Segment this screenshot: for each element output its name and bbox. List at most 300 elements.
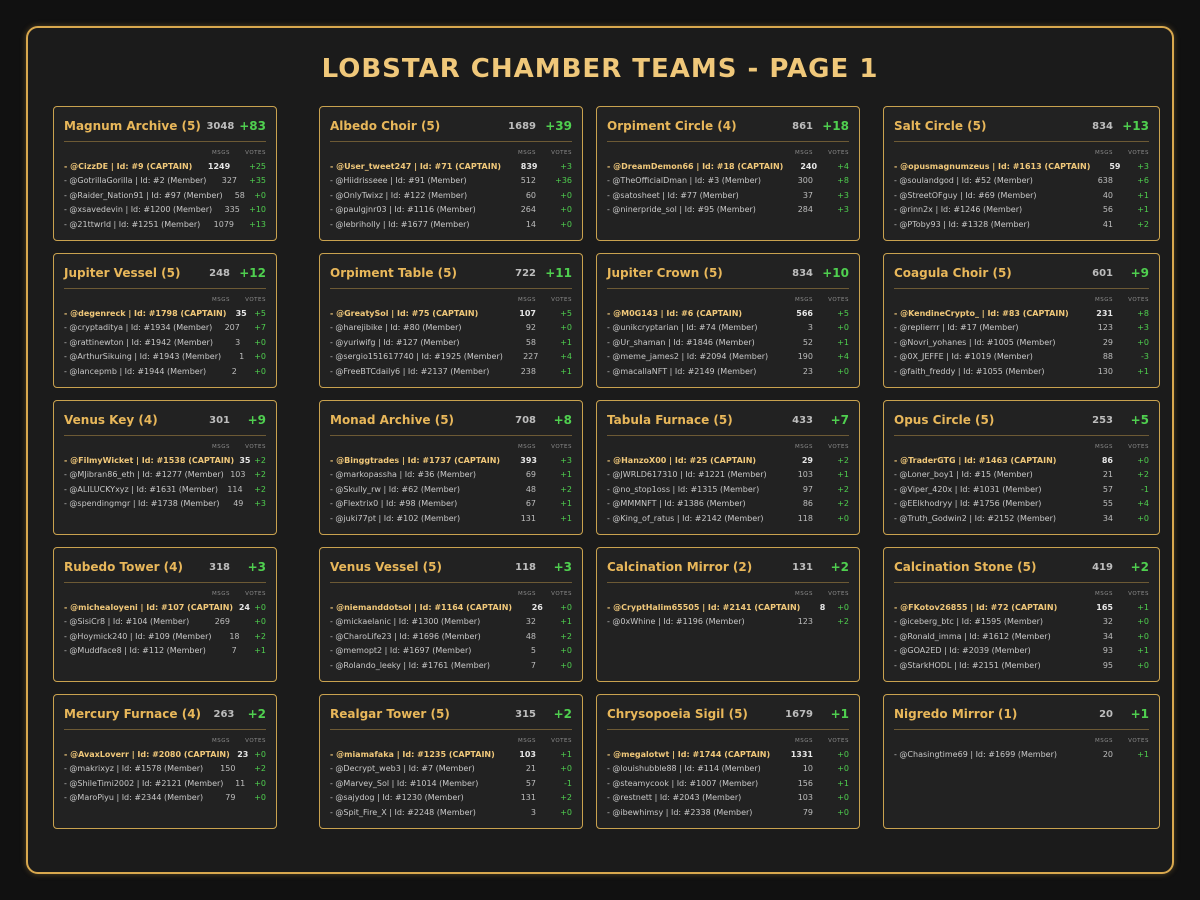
member-votes: +1 [1137,205,1149,215]
member-row [64,615,266,630]
member-row [894,747,1149,762]
team-votes-total: +13 [1122,119,1149,133]
member-msgs: 393 [520,455,537,465]
member-label: - @yuriwifg | Id: #127 (Member) [330,337,460,347]
member-row [330,805,572,820]
team-votes-total: +11 [545,266,572,280]
team-card [53,106,277,241]
member-row [607,335,849,350]
member-msgs: 103 [519,749,536,759]
team-header [894,409,1149,436]
member-votes: +3 [837,190,849,200]
member-votes: +7 [254,323,266,333]
member-row [64,629,266,644]
member-label: - @rattinewton | Id: #1942 (Member) [64,337,213,347]
captain-row [330,159,572,174]
member-label: - @faith_freddy | Id: #1055 (Member) [894,366,1045,376]
member-msgs: 59 [1109,161,1121,171]
team-card [319,106,583,241]
member-msgs: 566 [796,308,813,318]
member-label: - @Novri_yohanes | Id: #1005 (Member) [894,337,1056,347]
member-votes: +1 [560,470,572,480]
team-header [64,262,266,289]
member-label: - @GreatySol | Id: #75 (CAPTAIN) [330,308,479,318]
member-row [894,644,1149,659]
captain-row [894,600,1149,615]
msgs-column-header: MSGS [1095,738,1113,744]
member-votes: +3 [254,499,266,509]
team-card [596,253,860,388]
member-votes: +0 [254,190,266,200]
member-list [894,600,1149,673]
member-list [64,747,266,805]
member-row [330,188,572,203]
member-row [894,511,1149,526]
member-label: - @Muddface8 | Id: #112 (Member) [64,646,206,656]
member-row [607,615,849,630]
member-list [894,159,1149,232]
member-label: - @michealoyeni | Id: #107 (CAPTAIN) [64,602,234,612]
member-list [894,747,1149,762]
member-row [894,217,1149,232]
member-row [607,776,849,791]
member-msgs: 7 [530,660,536,670]
member-votes: +2 [254,764,266,774]
member-row [894,629,1149,644]
member-label: - @satosheet | Id: #77 (Member) [607,190,739,200]
msgs-column-header: MSGS [518,150,536,156]
member-label: - @meme_james2 | Id: #2094 (Member) [607,352,769,362]
msgs-column-header: MSGS [1095,444,1113,450]
member-label: - @User_tweet247 | Id: #71 (CAPTAIN) [330,161,502,171]
votes-column-header: VOTES [245,444,266,450]
column-headers [330,583,572,597]
member-votes: +2 [254,470,266,480]
member-label: - @GotrillaGorilla | Id: #2 (Member) [64,176,207,186]
column-headers [607,142,849,156]
member-msgs: 20 [1102,749,1113,759]
member-votes: +1 [560,499,572,509]
member-row [330,217,572,232]
member-label: - @Flextrix0 | Id: #98 (Member) [330,499,458,509]
member-votes: -1 [1141,484,1149,494]
member-msgs: 69 [525,470,536,480]
captain-row [607,453,849,468]
msgs-column-header: MSGS [518,738,536,744]
member-votes: +5 [837,308,849,318]
captain-row [607,747,849,762]
member-votes: +0 [254,366,266,376]
member-msgs: 57 [525,778,536,788]
captain-row [330,306,572,321]
msgs-column-header: MSGS [795,591,813,597]
team-votes-total: +2 [1130,560,1149,574]
member-label: - @ninerpride_sol | Id: #95 (Member) [607,205,756,215]
team-header [894,703,1149,730]
member-votes: +1 [1137,366,1149,376]
member-msgs: 231 [1096,308,1113,318]
votes-column-header: VOTES [245,591,266,597]
member-label: - @ShileTimi2002 | Id: #2121 (Member) [64,778,224,788]
member-label: - @steamycook | Id: #1007 (Member) [607,778,759,788]
member-msgs: 207 [224,323,240,333]
member-row [607,468,849,483]
member-row [894,615,1149,630]
member-label: - @CizzDE | Id: #9 (CAPTAIN) [64,161,193,171]
team-header [330,262,572,289]
member-list [330,159,572,232]
captain-row [64,306,266,321]
member-label: - @sergio151617740 | Id: #1925 (Member) [330,352,503,362]
member-msgs: 1 [239,352,245,362]
member-votes: +0 [560,190,572,200]
team-header [894,262,1149,289]
team-msgs-total: 118 [515,561,536,573]
member-msgs: 60 [525,190,536,200]
member-label: - @King_of_ratus | Id: #2142 (Member) [607,513,764,523]
column-headers [330,289,572,303]
member-list [330,600,572,673]
member-votes: +1 [837,337,849,347]
team-name: Venus Vessel (5) [330,560,442,574]
member-msgs: 3 [235,337,241,347]
msgs-column-header: MSGS [212,297,230,303]
member-label: - @makrixyz | Id: #1578 (Member) [64,764,204,774]
member-label: - @JWRLD617310 | Id: #1221 (Member) [607,470,767,480]
member-msgs: 23 [237,749,249,759]
votes-column-header: VOTES [828,738,849,744]
member-msgs: 327 [221,176,238,186]
member-label: - @unikcryptarian | Id: #74 (Member) [607,323,758,333]
member-list [607,453,849,526]
member-row [330,511,572,526]
msgs-column-header: MSGS [518,444,536,450]
msgs-column-header: MSGS [1095,150,1113,156]
msgs-column-header: MSGS [212,444,230,450]
column-headers [894,142,1149,156]
member-votes: +0 [1137,513,1149,523]
member-row [64,350,266,365]
page-title: LOBSTAR CHAMBER TEAMS - PAGE 1 [321,54,879,84]
member-votes: +5 [560,308,572,318]
team-card [319,547,583,682]
member-votes: +1 [560,617,572,627]
member-votes: +0 [254,749,266,759]
member-msgs: 58 [525,337,536,347]
team-msgs-total: 861 [792,120,813,132]
team-votes-total: +9 [1130,266,1149,280]
captain-row [330,600,572,615]
team-name: Magnum Archive (5) [64,119,201,133]
member-votes: +2 [560,631,572,641]
member-row [607,350,849,365]
team-header [330,556,572,583]
member-list [64,306,266,379]
member-label: - @0xWhine | Id: #1196 (Member) [607,617,745,627]
team-msgs-total: 263 [213,708,235,720]
team-votes-total: +12 [239,266,266,280]
votes-column-header: VOTES [1128,444,1149,450]
member-votes: +1 [560,337,572,347]
member-label: - @MJibran86_eth | Id: #1277 (Member) [64,470,224,480]
member-label: - @Rolando_leeky | Id: #1761 (Member) [330,660,491,670]
member-row [330,321,572,336]
team-name: Mercury Furnace (4) [64,707,202,721]
member-votes: +8 [837,176,849,186]
member-msgs: 34 [1102,631,1113,641]
member-votes: +0 [560,660,572,670]
member-msgs: 97 [802,484,813,494]
member-list [330,747,572,820]
member-msgs: 41 [1102,219,1113,229]
member-votes: +2 [1137,470,1149,480]
member-votes: +0 [1137,617,1149,627]
team-msgs-total: 301 [209,414,230,426]
member-label: - @HanzoX00 | Id: #25 (CAPTAIN) [607,455,757,465]
member-votes: +0 [560,602,572,612]
member-msgs: 26 [531,602,543,612]
member-row [64,644,266,659]
team-msgs-total: 433 [792,414,813,426]
member-msgs: 48 [525,484,536,494]
member-row [64,364,266,379]
member-votes: +2 [1137,219,1149,229]
member-row [64,791,266,806]
member-msgs: 5 [530,646,536,656]
member-label: - @rinn2x | Id: #1246 (Member) [894,205,1023,215]
member-msgs: 48 [525,631,536,641]
captain-row [894,306,1149,321]
member-label: - @soulandgod | Id: #52 (Member) [894,176,1033,186]
member-msgs: 88 [1102,352,1113,362]
member-label: - @lancepmb | Id: #1944 (Member) [64,366,207,376]
member-label: - @AvaxLoverr | Id: #2080 (CAPTAIN) [64,749,230,759]
member-msgs: 35 [235,308,247,318]
team-name: Salt Circle (5) [894,119,987,133]
member-row [330,482,572,497]
member-votes: +0 [837,749,849,759]
member-label: - @harejibike | Id: #80 (Member) [330,323,462,333]
member-label: - @louishubble88 | Id: #114 (Member) [607,764,761,774]
member-votes: +2 [837,617,849,627]
member-msgs: 18 [229,631,240,641]
team-card [319,694,583,829]
member-votes: +1 [837,470,849,480]
member-label: - @ibewhimsy | Id: #2338 (Member) [607,807,753,817]
member-votes: +2 [837,455,849,465]
member-msgs: 14 [525,219,536,229]
team-card [883,400,1160,535]
member-msgs: 92 [525,323,536,333]
column-headers [607,436,849,450]
member-label: - @mickaelanic | Id: #1300 (Member) [330,617,481,627]
member-row [330,203,572,218]
team-votes-total: +3 [553,560,572,574]
member-list [330,306,572,379]
member-label: - @FKotov26855 | Id: #72 (CAPTAIN) [894,602,1058,612]
member-label: - @ALILUCKYxyz | Id: #1631 (Member) [64,484,218,494]
team-header [607,556,849,583]
member-votes: +0 [560,764,572,774]
member-votes: +0 [1137,455,1149,465]
member-votes: +1 [560,749,572,759]
team-name: Jupiter Vessel (5) [64,266,181,280]
team-card [319,253,583,388]
member-votes: +2 [254,484,266,494]
member-votes: +3 [1137,161,1149,171]
member-label: - @miamafaka | Id: #1235 (CAPTAIN) [330,749,495,759]
member-row [330,350,572,365]
member-votes: +0 [560,219,572,229]
member-label: - @TraderGTG | Id: #1463 (CAPTAIN) [894,455,1057,465]
team-card [596,106,860,241]
member-msgs: 32 [525,617,536,627]
member-votes: +0 [254,778,266,788]
team-header [330,115,572,142]
member-label: - @StarkHODL | Id: #2151 (Member) [894,660,1041,670]
member-votes: +0 [560,323,572,333]
member-msgs: 86 [802,499,813,509]
msgs-column-header: MSGS [1095,297,1113,303]
member-row [330,762,572,777]
member-row [607,188,849,203]
member-label: - @CryptHalim65505 | Id: #2141 (CAPTAIN) [607,602,801,612]
member-msgs: 103 [797,470,813,480]
member-msgs: 55 [1102,499,1113,509]
member-votes: -1 [564,778,572,788]
team-card [53,547,277,682]
member-label: - @Decrypt_web3 | Id: #7 (Member) [330,764,475,774]
team-header [330,703,572,730]
member-row [607,364,849,379]
member-row [330,615,572,630]
member-list [330,453,572,526]
member-votes: +1 [254,646,266,656]
member-msgs: 21 [525,764,536,774]
member-label: - @TheOfficialDman | Id: #3 (Member) [607,176,761,186]
member-msgs: 190 [797,352,813,362]
team-msgs-total: 315 [515,708,536,720]
member-list [64,453,266,511]
msgs-column-header: MSGS [518,591,536,597]
member-msgs: 79 [802,807,813,817]
member-row [64,762,266,777]
member-label: - @opusmagnumzeus | Id: #1613 (CAPTAIN) [894,161,1091,171]
member-msgs: 10 [802,764,813,774]
team-header [894,556,1149,583]
team-card [883,694,1160,829]
member-label: - @M0G143 | Id: #6 (CAPTAIN) [607,308,743,318]
member-votes: +1 [1137,602,1149,612]
team-name: Nigredo Mirror (1) [894,707,1018,721]
member-list [64,159,266,232]
team-name: Orpiment Circle (4) [607,119,737,133]
msgs-column-header: MSGS [795,297,813,303]
member-row [607,805,849,820]
member-row [64,188,266,203]
member-list [894,306,1149,379]
member-votes: +2 [837,499,849,509]
member-msgs: 86 [1101,455,1113,465]
member-label: - @MMMNFT | Id: #1386 (Member) [607,499,746,509]
team-header [894,115,1149,142]
member-msgs: 1331 [790,749,813,759]
team-msgs-total: 253 [1092,414,1113,426]
member-votes: +2 [837,484,849,494]
team-header [64,115,266,142]
member-label: - @Hoymick240 | Id: #109 (Member) [64,631,212,641]
team-votes-total: +3 [247,560,266,574]
team-name: Chrysopoeia Sigil (5) [607,707,748,721]
team-votes-total: +2 [247,707,266,721]
team-votes-total: +18 [822,119,849,133]
member-msgs: 107 [519,308,536,318]
member-row [330,174,572,189]
member-label: - @markopassha | Id: #36 (Member) [330,470,476,480]
team-msgs-total: 3048 [206,120,235,132]
member-list [607,306,849,379]
team-card [596,694,860,829]
team-msgs-total: 131 [792,561,813,573]
team-name: Coagula Choir (5) [894,266,1012,280]
member-row [330,468,572,483]
column-headers [894,730,1149,744]
team-card [883,106,1160,241]
votes-column-header: VOTES [1128,591,1149,597]
member-votes: +0 [254,337,266,347]
team-votes-total: +1 [1130,707,1149,721]
member-votes: +36 [555,176,572,186]
msgs-column-header: MSGS [795,444,813,450]
member-row [894,482,1149,497]
member-row [330,497,572,512]
member-votes: +8 [1137,308,1149,318]
team-votes-total: +39 [545,119,572,133]
member-label: - @Truth_Godwin2 | Id: #2152 (Member) [894,513,1057,523]
team-name: Monad Archive (5) [330,413,455,427]
member-votes: +0 [560,205,572,215]
member-row [894,188,1149,203]
msgs-column-header: MSGS [212,738,230,744]
member-row [894,468,1149,483]
team-name: Venus Key (4) [64,413,158,427]
column-headers [607,583,849,597]
member-row [607,511,849,526]
member-votes: +0 [837,602,849,612]
team-msgs-total: 722 [515,267,536,279]
team-msgs-total: 601 [1092,267,1113,279]
team-votes-total: +83 [239,119,266,133]
member-label: - @xsavedevin | Id: #1200 (Member) [64,205,213,215]
member-row [64,776,266,791]
member-label: - @iceberg_btc | Id: #1595 (Member) [894,617,1044,627]
team-msgs-total: 20 [1099,708,1113,720]
captain-row [607,600,849,615]
member-label: - @StreetOFguy | Id: #69 (Member) [894,190,1037,200]
votes-column-header: VOTES [551,150,572,156]
team-card [596,400,860,535]
column-headers [64,289,266,303]
member-votes: +0 [837,366,849,376]
column-headers [894,289,1149,303]
member-msgs: 103 [230,470,246,480]
column-headers [330,730,572,744]
member-msgs: 512 [520,176,536,186]
member-votes: +0 [837,764,849,774]
captain-row [64,453,266,468]
member-votes: +1 [1137,646,1149,656]
votes-column-header: VOTES [1128,297,1149,303]
